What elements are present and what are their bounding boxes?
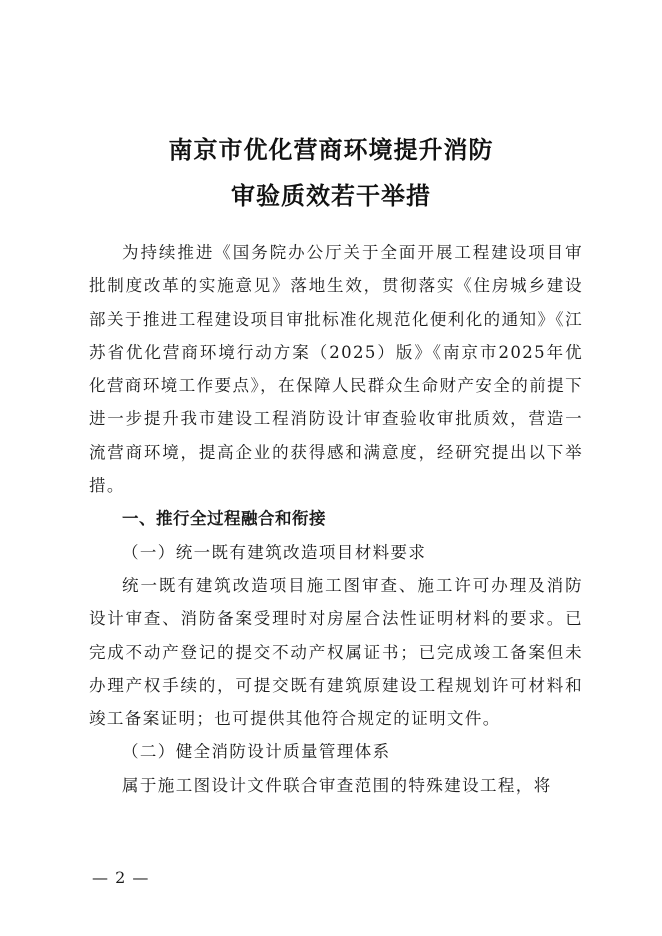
document-body — [89, 236, 583, 802]
page-number: — 2 — — [92, 868, 150, 887]
subsection-heading: （一）统一既有建筑改造项目材料要求 — [122, 542, 427, 562]
subsection-heading: （二）健全消防设计质量管理体系 — [122, 742, 391, 762]
document-title-line-2: 审验质效若干举措 — [231, 182, 431, 210]
subsection-paragraph: 统一既有建筑改造项目施工图审查、施工许可办理及消防设计审查、消防备案受理时对房屋合法性证明材料的要求。已完成不动产登记的提交不动产权属证书；已完成竣工备案但未办理产权手续的，可提交既有建筑原建设工程规划许可材料和竣工备案证明；也可提供其他符合规定的证明文件。 — [89, 575, 583, 729]
document-title-line-1: 南京市优化营商环境提升消防 — [168, 136, 494, 164]
section-heading: 一、推行全过程融合和衔接 — [122, 509, 326, 529]
intro-paragraph: 为持续推进《国务院办公厅关于全面开展工程建设项目审批制度改革的实施意见》落地生效，贯彻落实《住房城乡建设部关于推进工程建设项目审批标准化规范化便利化的通知》《江苏省优化营商环境行动方案（2025）版》《南京市2025年优化营商环境工作要点》，在保障人民群众生命财产安全的前提下进一步提升我市建设工程消防设计审查验收审批质效，营造一流营商环境，提高企业的获得感和满意度，经研究提出以下举措。 — [89, 243, 583, 496]
subsection-paragraph: 属于施工图设计文件联合审查范围的特殊建设工程，将 — [122, 775, 552, 795]
